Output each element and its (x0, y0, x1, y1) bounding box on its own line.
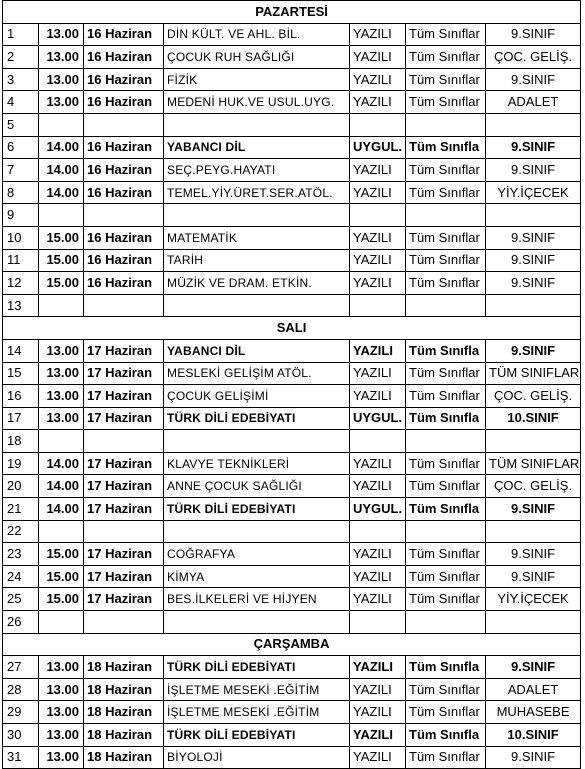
day-header-row (3, 317, 581, 340)
row-number: 17 (3, 407, 39, 430)
class-scope: Tüm Sınıflar (406, 249, 486, 272)
exam-date: 18 Haziran (84, 746, 164, 769)
class-scope: Tüm Sınıflar (406, 46, 486, 69)
exam-date: 18 Haziran (84, 701, 164, 724)
grade-level: 10.SINIF (486, 724, 581, 747)
course-name: TEMEL.YİY.ÜRET.SER.ATÖL. (164, 181, 350, 204)
exam-date: 16 Haziran (84, 136, 164, 159)
exam-type (350, 294, 406, 317)
course-name: DİN KÜLT. VE AHL. BİL. (164, 23, 350, 46)
exam-row (3, 452, 581, 475)
exam-time: 13.00 (39, 385, 84, 408)
row-number: 5 (3, 113, 39, 136)
grade-level: 9.SINIF (486, 68, 581, 91)
exam-row (3, 272, 581, 295)
course-name: İŞLETME MESEKİ .EĞİTİM (164, 701, 350, 724)
exam-type (350, 520, 406, 543)
class-scope (406, 611, 486, 634)
exam-type: UYGUL. (350, 407, 406, 430)
course-name: YABANCI DİL (164, 339, 350, 362)
grade-level (486, 113, 581, 136)
grade-level: 9.SINIF (486, 543, 581, 566)
course-name: KLAVYE TEKNİKLERİ (164, 452, 350, 475)
grade-level: 10.SINIF (486, 407, 581, 430)
row-number: 1 (3, 23, 39, 46)
grade-level: 9.SINIF (486, 656, 581, 679)
exam-time: 15.00 (39, 588, 84, 611)
row-number: 27 (3, 656, 39, 679)
exam-date: 17 Haziran (84, 452, 164, 475)
row-number: 26 (3, 611, 39, 634)
exam-type: YAZILI (350, 701, 406, 724)
course-name: ÇOCUK GELİŞİMİ (164, 385, 350, 408)
exam-time: 13.00 (39, 678, 84, 701)
row-number: 24 (3, 565, 39, 588)
exam-type: YAZILI (350, 272, 406, 295)
row-number: 20 (3, 475, 39, 498)
course-name: YABANCI DİL (164, 136, 350, 159)
row-number: 9 (3, 204, 39, 227)
exam-time: 13.00 (39, 701, 84, 724)
exam-date (84, 204, 164, 227)
exam-type: YAZILI (350, 46, 406, 69)
class-scope: Tüm Sınıfla (406, 498, 486, 521)
class-scope (406, 430, 486, 453)
exam-time: 14.00 (39, 475, 84, 498)
class-scope: Tüm Sınıfla (406, 656, 486, 679)
grade-level (486, 204, 581, 227)
class-scope: Tüm Sınıflar (406, 565, 486, 588)
class-scope: Tüm Sınıflar (406, 385, 486, 408)
exam-type: YAZILI (350, 543, 406, 566)
exam-date: 16 Haziran (84, 159, 164, 182)
class-scope (406, 294, 486, 317)
exam-date (84, 294, 164, 317)
day-header: ÇARŞAMBA (3, 633, 581, 656)
row-number: 16 (3, 385, 39, 408)
exam-date: 17 Haziran (84, 543, 164, 566)
exam-time: 13.00 (39, 362, 84, 385)
class-scope: Tüm Sınıflar (406, 272, 486, 295)
exam-date: 16 Haziran (84, 272, 164, 295)
class-scope (406, 113, 486, 136)
exam-date: 17 Haziran (84, 565, 164, 588)
exam-row (3, 362, 581, 385)
grade-level: ÇOC. GELİŞ. (486, 385, 581, 408)
row-number: 18 (3, 430, 39, 453)
course-name: MÜZİK VE DRAM. ETKİN. (164, 272, 350, 295)
class-scope: Tüm Sınıflar (406, 452, 486, 475)
exam-time (39, 430, 84, 453)
grade-level: 9.SINIF (486, 339, 581, 362)
grade-level: 9.SINIF (486, 249, 581, 272)
exam-type: UYGUL. (350, 136, 406, 159)
class-scope: Tüm Sınıflar (406, 701, 486, 724)
exam-row (3, 724, 581, 747)
exam-date: 16 Haziran (84, 226, 164, 249)
course-name: MATEMATİK (164, 226, 350, 249)
exam-date: 17 Haziran (84, 407, 164, 430)
class-scope: Tüm Sınıfla (406, 136, 486, 159)
class-scope: Tüm Sınıflar (406, 543, 486, 566)
row-number: 11 (3, 249, 39, 272)
exam-row (3, 339, 581, 362)
exam-row (3, 249, 581, 272)
exam-type (350, 611, 406, 634)
course-name: İŞLETME MESEKİ .EĞİTİM (164, 678, 350, 701)
class-scope (406, 520, 486, 543)
exam-time: 14.00 (39, 136, 84, 159)
course-name: MEDENİ HUK.VE USUL.UYG. (164, 91, 350, 114)
exam-row (3, 588, 581, 611)
exam-time: 15.00 (39, 272, 84, 295)
exam-type: YAZILI (350, 23, 406, 46)
exam-time: 13.00 (39, 724, 84, 747)
grade-level: TÜM SINIFLAR (486, 452, 581, 475)
exam-type: YAZILI (350, 181, 406, 204)
row-number: 28 (3, 678, 39, 701)
exam-date: 16 Haziran (84, 91, 164, 114)
grade-level: 9.SINIF (486, 565, 581, 588)
exam-time: 15.00 (39, 249, 84, 272)
grade-level: 9.SINIF (486, 159, 581, 182)
exam-date: 18 Haziran (84, 724, 164, 747)
class-scope: Tüm Sınıflar (406, 475, 486, 498)
class-scope: Tüm Sınıflar (406, 678, 486, 701)
exam-time: 13.00 (39, 407, 84, 430)
exam-row (3, 91, 581, 114)
exam-row (3, 23, 581, 46)
exam-time: 13.00 (39, 68, 84, 91)
grade-level (486, 520, 581, 543)
grade-level: ÇOC. GELİŞ. (486, 46, 581, 69)
exam-time: 13.00 (39, 746, 84, 769)
exam-type: YAZILI (350, 362, 406, 385)
exam-row (3, 68, 581, 91)
class-scope: Tüm Sınıflar (406, 68, 486, 91)
row-number: 22 (3, 520, 39, 543)
empty-row (3, 294, 581, 317)
class-scope: Tüm Sınıflar (406, 746, 486, 769)
exam-row (3, 746, 581, 769)
class-scope: Tüm Sınıfla (406, 724, 486, 747)
exam-time: 14.00 (39, 159, 84, 182)
row-number: 30 (3, 724, 39, 747)
exam-type: YAZILI (350, 226, 406, 249)
exam-type (350, 204, 406, 227)
exam-type: YAZILI (350, 91, 406, 114)
course-name (164, 113, 350, 136)
exam-date: 16 Haziran (84, 68, 164, 91)
class-scope: Tüm Sınıfla (406, 339, 486, 362)
empty-row (3, 204, 581, 227)
exam-row (3, 181, 581, 204)
exam-time (39, 611, 84, 634)
schedule-body (3, 1, 581, 769)
exam-date: 17 Haziran (84, 339, 164, 362)
exam-row (3, 543, 581, 566)
row-number: 23 (3, 543, 39, 566)
course-name: MESLEKİ GELİŞİM ATÖL. (164, 362, 350, 385)
course-name (164, 294, 350, 317)
exam-time (39, 113, 84, 136)
day-header-row (3, 1, 581, 24)
row-number: 31 (3, 746, 39, 769)
class-scope: Tüm Sınıflar (406, 588, 486, 611)
exam-type: YAZILI (350, 452, 406, 475)
course-name (164, 204, 350, 227)
course-name (164, 611, 350, 634)
course-name: ÇOCUK RUH SAĞLIĞI (164, 46, 350, 69)
exam-type: YAZILI (350, 68, 406, 91)
exam-time: 15.00 (39, 543, 84, 566)
row-number: 15 (3, 362, 39, 385)
exam-time: 13.00 (39, 23, 84, 46)
course-name: TÜRK DİLİ EDEBİYATI (164, 498, 350, 521)
exam-schedule-table (2, 0, 581, 769)
day-header-row (3, 633, 581, 656)
empty-row (3, 430, 581, 453)
course-name: SEÇ.PEYG.HAYATI (164, 159, 350, 182)
grade-level: ADALET (486, 678, 581, 701)
exam-time: 14.00 (39, 181, 84, 204)
exam-time: 13.00 (39, 46, 84, 69)
exam-type (350, 113, 406, 136)
course-name: TÜRK DİLİ EDEBİYATI (164, 724, 350, 747)
exam-time (39, 204, 84, 227)
exam-date: 18 Haziran (84, 656, 164, 679)
grade-level: 9.SINIF (486, 136, 581, 159)
class-scope: Tüm Sınıflar (406, 159, 486, 182)
exam-row (3, 136, 581, 159)
exam-type: YAZILI (350, 159, 406, 182)
row-number: 25 (3, 588, 39, 611)
row-number: 6 (3, 136, 39, 159)
exam-time: 14.00 (39, 452, 84, 475)
exam-row (3, 407, 581, 430)
empty-row (3, 520, 581, 543)
row-number: 2 (3, 46, 39, 69)
exam-type: YAZILI (350, 249, 406, 272)
course-name: BES.İLKELERİ VE HİJYEN (164, 588, 350, 611)
exam-date: 16 Haziran (84, 181, 164, 204)
row-number: 7 (3, 159, 39, 182)
course-name: FİZİK (164, 68, 350, 91)
exam-row (3, 565, 581, 588)
exam-type: YAZILI (350, 565, 406, 588)
course-name: TÜRK DİLİ EDEBİYATI (164, 407, 350, 430)
row-number: 3 (3, 68, 39, 91)
exam-row (3, 678, 581, 701)
day-header: SALI (3, 317, 581, 340)
exam-type: YAZILI (350, 588, 406, 611)
course-name: KİMYA (164, 565, 350, 588)
exam-time: 13.00 (39, 656, 84, 679)
course-name (164, 520, 350, 543)
exam-time: 13.00 (39, 339, 84, 362)
grade-level (486, 430, 581, 453)
class-scope: Tüm Sınıflar (406, 226, 486, 249)
exam-row (3, 385, 581, 408)
exam-row (3, 498, 581, 521)
exam-type: YAZILI (350, 385, 406, 408)
grade-level: 9.SINIF (486, 746, 581, 769)
row-number: 29 (3, 701, 39, 724)
row-number: 13 (3, 294, 39, 317)
exam-time (39, 520, 84, 543)
day-header: PAZARTESİ (3, 1, 581, 24)
class-scope: Tüm Sınıfla (406, 407, 486, 430)
grade-level: MUHASEBE (486, 701, 581, 724)
grade-level: 9.SINIF (486, 272, 581, 295)
class-scope: Tüm Sınıflar (406, 181, 486, 204)
course-name: COĞRAFYA (164, 543, 350, 566)
course-name (164, 430, 350, 453)
row-number: 4 (3, 91, 39, 114)
exam-type: YAZILI (350, 656, 406, 679)
exam-row (3, 159, 581, 182)
exam-row (3, 701, 581, 724)
empty-row (3, 113, 581, 136)
class-scope: Tüm Sınıflar (406, 362, 486, 385)
exam-type: YAZILI (350, 339, 406, 362)
exam-date (84, 113, 164, 136)
row-number: 12 (3, 272, 39, 295)
exam-date (84, 430, 164, 453)
exam-time: 15.00 (39, 565, 84, 588)
exam-row (3, 475, 581, 498)
course-name: TARİH (164, 249, 350, 272)
exam-type: YAZILI (350, 724, 406, 747)
exam-date: 16 Haziran (84, 249, 164, 272)
grade-level (486, 611, 581, 634)
exam-type (350, 430, 406, 453)
exam-row (3, 226, 581, 249)
exam-date: 16 Haziran (84, 46, 164, 69)
exam-row (3, 46, 581, 69)
course-name: BİYOLOJİ (164, 746, 350, 769)
exam-date: 17 Haziran (84, 498, 164, 521)
grade-level: YİY.İÇECEK (486, 181, 581, 204)
exam-date: 17 Haziran (84, 475, 164, 498)
grade-level (486, 294, 581, 317)
empty-row (3, 611, 581, 634)
exam-type: UYGUL. (350, 498, 406, 521)
exam-date: 18 Haziran (84, 678, 164, 701)
row-number: 14 (3, 339, 39, 362)
row-number: 19 (3, 452, 39, 475)
exam-date: 17 Haziran (84, 385, 164, 408)
exam-type: YAZILI (350, 746, 406, 769)
grade-level: 9.SINIF (486, 498, 581, 521)
row-number: 10 (3, 226, 39, 249)
row-number: 8 (3, 181, 39, 204)
exam-type: YAZILI (350, 475, 406, 498)
class-scope: Tüm Sınıflar (406, 23, 486, 46)
exam-date (84, 520, 164, 543)
exam-time (39, 294, 84, 317)
exam-date: 17 Haziran (84, 362, 164, 385)
grade-level: YİY.İÇECEK (486, 588, 581, 611)
grade-level: ADALET (486, 91, 581, 114)
exam-type: YAZILI (350, 678, 406, 701)
exam-date: 16 Haziran (84, 23, 164, 46)
grade-level: TÜM SINIFLAR (486, 362, 581, 385)
grade-level: 9.SINIF (486, 23, 581, 46)
row-number: 21 (3, 498, 39, 521)
course-name: ANNE ÇOCUK SAĞLIĞI (164, 475, 350, 498)
exam-time: 15.00 (39, 226, 84, 249)
exam-date: 17 Haziran (84, 588, 164, 611)
class-scope (406, 204, 486, 227)
course-name: TÜRK DİLİ EDEBİYATI (164, 656, 350, 679)
exam-time: 13.00 (39, 91, 84, 114)
exam-row (3, 656, 581, 679)
class-scope: Tüm Sınıflar (406, 91, 486, 114)
grade-level: 9.SINIF (486, 226, 581, 249)
exam-date (84, 611, 164, 634)
exam-time: 14.00 (39, 498, 84, 521)
grade-level: ÇOC. GELİŞ. (486, 475, 581, 498)
